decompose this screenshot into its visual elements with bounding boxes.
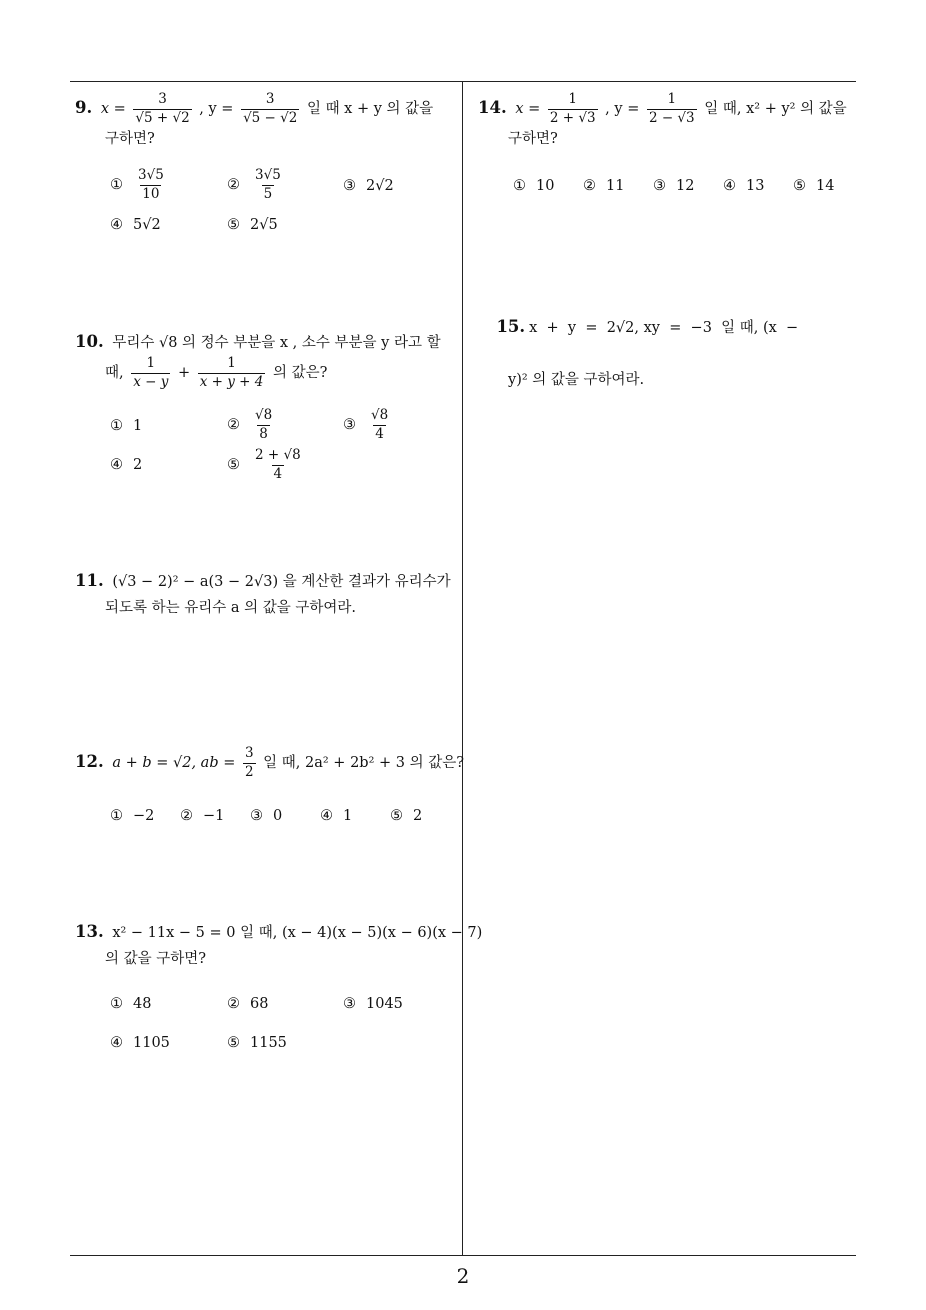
denominator: 2 + √3 xyxy=(549,109,596,126)
numerator: 3 xyxy=(158,91,167,107)
fraction xyxy=(647,92,697,126)
problem-number: 15. xyxy=(496,317,526,336)
bottom-rule xyxy=(70,1255,856,1256)
problem-number: 11. xyxy=(75,571,104,590)
page-number: 2 xyxy=(456,1264,470,1288)
choice-mark: ⑤ xyxy=(793,178,806,194)
choice-text: 1 xyxy=(133,418,143,434)
denominator: 2 − √3 xyxy=(648,109,695,126)
choice-text: 5√2 xyxy=(133,217,161,233)
choice-2[interactable] xyxy=(227,168,286,202)
stem-text: + xyxy=(177,365,191,382)
choice-4[interactable] xyxy=(320,808,352,824)
choice-mark: ⑤ xyxy=(227,217,240,233)
stem-text: 의 값은? xyxy=(272,365,328,382)
choice-3[interactable] xyxy=(653,178,694,194)
stem-text: 되도록 하는 유리수 a 의 값을 구하여라. xyxy=(105,600,357,616)
choice-2[interactable] xyxy=(227,408,277,442)
stem-text: 구하면? xyxy=(105,131,155,148)
choice-text: 2 xyxy=(413,808,423,824)
denominator: √5 + √2 xyxy=(135,109,190,126)
choice-text: 2 xyxy=(133,457,143,473)
choice-3[interactable] xyxy=(343,178,394,194)
problem-12 xyxy=(75,745,464,780)
numerator: 1 xyxy=(568,91,578,107)
choice-text: 68 xyxy=(250,996,269,1012)
problem-15 xyxy=(478,288,858,393)
choice-mark: ③ xyxy=(343,178,356,194)
choice-text: 12 xyxy=(676,178,695,194)
stem-text: (√3 − 2)² − a(3 − 2√3) 을 계산한 결과가 유리수가 xyxy=(112,574,451,590)
top-rule xyxy=(70,81,856,82)
problem-number: 13. xyxy=(75,922,104,941)
stem-text: 구하면? xyxy=(508,131,558,148)
stem-text: 일 때 x + y 의 값을 xyxy=(306,101,434,118)
choice-text: 1045 xyxy=(366,996,403,1012)
fraction xyxy=(198,356,266,390)
choice-text: 10 xyxy=(536,178,555,194)
choice-text: 1 xyxy=(343,808,353,824)
choice-mark: ① xyxy=(110,808,123,824)
denominator: x + y + 4 xyxy=(199,373,264,390)
problem-number: 12. xyxy=(75,752,104,772)
numerator: 3 xyxy=(265,91,275,107)
choice-1[interactable] xyxy=(110,418,142,434)
choice-mark: ⑤ xyxy=(227,457,240,474)
numerator: 1 xyxy=(227,355,236,371)
numerator: 1 xyxy=(667,91,677,107)
denominator: 8 xyxy=(259,425,268,442)
fraction xyxy=(241,92,299,126)
choice-mark: ① xyxy=(110,177,123,194)
choice-4[interactable] xyxy=(723,178,764,194)
choice-mark: ② xyxy=(227,996,240,1012)
stem-text: 의 값을 구하면? xyxy=(105,951,207,967)
choice-2[interactable] xyxy=(180,808,224,824)
numerator: 1 xyxy=(146,355,156,371)
denominator: 5 xyxy=(263,185,273,202)
fraction xyxy=(136,168,166,202)
denominator: 2 xyxy=(244,763,254,780)
choice-5[interactable] xyxy=(793,178,834,194)
choice-mark: ④ xyxy=(110,457,123,473)
problem-10 xyxy=(75,329,455,390)
fraction xyxy=(253,408,274,442)
denominator: 4 xyxy=(375,425,384,442)
stem-text: x + y = 2√2, xy = −3 일 때, (x − xyxy=(529,320,799,336)
choice-mark: ① xyxy=(110,996,123,1012)
choice-text: −1 xyxy=(203,808,225,824)
column-divider xyxy=(462,82,463,1255)
choice-text: 14 xyxy=(816,178,835,194)
stem-text: , y = xyxy=(199,101,234,118)
choice-1[interactable] xyxy=(110,808,154,824)
stem-text: y)² 의 값을 구하여라. xyxy=(508,372,645,388)
stem-text: x = xyxy=(515,101,541,118)
stem-text: , y = xyxy=(605,101,640,118)
choice-mark: ④ xyxy=(110,1035,123,1051)
choice-3[interactable] xyxy=(343,996,403,1012)
choice-text: 48 xyxy=(133,996,152,1012)
choice-3[interactable] xyxy=(343,408,393,442)
choice-5[interactable] xyxy=(390,808,422,824)
fraction xyxy=(131,356,170,390)
choice-mark: ③ xyxy=(250,808,263,824)
denominator: 10 xyxy=(142,185,160,202)
choice-text: 11 xyxy=(606,178,625,194)
problem-number: 14. xyxy=(478,98,507,118)
choice-5[interactable] xyxy=(227,448,306,482)
choice-text: 2√2 xyxy=(366,178,394,194)
problem-9 xyxy=(75,92,455,152)
choice-2[interactable] xyxy=(583,178,624,194)
fraction xyxy=(548,92,598,126)
choice-mark: ① xyxy=(513,178,526,194)
choice-mark: ⑤ xyxy=(227,1035,240,1051)
denominator: 4 xyxy=(273,465,283,482)
choice-text: 0 xyxy=(273,808,283,824)
fraction xyxy=(133,92,191,126)
stem-text: 때, xyxy=(105,365,124,382)
choice-mark: ③ xyxy=(343,996,356,1012)
problem-number: 10. xyxy=(75,332,104,351)
choice-1[interactable] xyxy=(110,996,151,1012)
choice-3[interactable] xyxy=(250,808,282,824)
choice-4[interactable] xyxy=(110,457,142,473)
numerator: √8 xyxy=(255,407,273,423)
choice-text: 1155 xyxy=(250,1035,287,1051)
numerator: 3 xyxy=(244,745,254,761)
choice-mark: ③ xyxy=(653,178,666,194)
denominator: x − y xyxy=(133,373,169,390)
numerator: 2 + √8 xyxy=(255,447,301,463)
choice-mark: ② xyxy=(180,808,193,824)
problem-14 xyxy=(478,92,858,152)
problem-number: 9. xyxy=(75,98,93,118)
choice-mark: ② xyxy=(227,177,240,194)
choice-text: 2√5 xyxy=(250,217,278,233)
stem-text: 일 때, x² + y² 의 값을 xyxy=(704,101,847,118)
choice-mark: ② xyxy=(227,417,240,434)
choice-5[interactable] xyxy=(227,1035,287,1051)
choice-mark: ④ xyxy=(723,178,736,194)
choice-mark: ③ xyxy=(343,417,356,434)
choice-text: 1105 xyxy=(133,1035,170,1051)
choice-1[interactable] xyxy=(513,178,554,194)
problem-11 xyxy=(75,568,455,621)
fraction xyxy=(253,448,303,482)
numerator: 3√5 xyxy=(255,167,281,183)
choice-mark: ④ xyxy=(110,217,123,233)
denominator: √5 − √2 xyxy=(243,109,298,126)
choice-text: −2 xyxy=(133,808,155,824)
problem-13 xyxy=(75,919,483,972)
choice-5[interactable] xyxy=(227,217,278,233)
stem-text: 무리수 √8 의 정수 부분을 x , 소수 부분을 y 라고 할 xyxy=(112,335,441,351)
choice-1[interactable] xyxy=(110,168,169,202)
fraction xyxy=(253,168,283,202)
fraction xyxy=(369,408,390,442)
fraction xyxy=(243,746,256,780)
choice-2[interactable] xyxy=(227,996,268,1012)
choice-mark: ① xyxy=(110,418,123,434)
stem-text: 일 때, 2a² + 2b² + 3 의 값은? xyxy=(263,755,464,772)
choice-mark: ⑤ xyxy=(390,808,403,824)
stem-text: x² − 11x − 5 = 0 일 때, (x − 4)(x − 5)(x − 6)(x − 7) xyxy=(112,925,483,941)
choice-4[interactable] xyxy=(110,217,161,233)
choice-text: 13 xyxy=(746,178,765,194)
choice-mark: ④ xyxy=(320,808,333,824)
numerator: 3√5 xyxy=(138,167,164,183)
stem-text: a + b = √2, ab = xyxy=(112,755,236,772)
choice-mark: ② xyxy=(583,178,596,194)
numerator: √8 xyxy=(371,407,389,423)
choice-4[interactable] xyxy=(110,1035,170,1051)
stem-text: x = xyxy=(100,101,126,118)
